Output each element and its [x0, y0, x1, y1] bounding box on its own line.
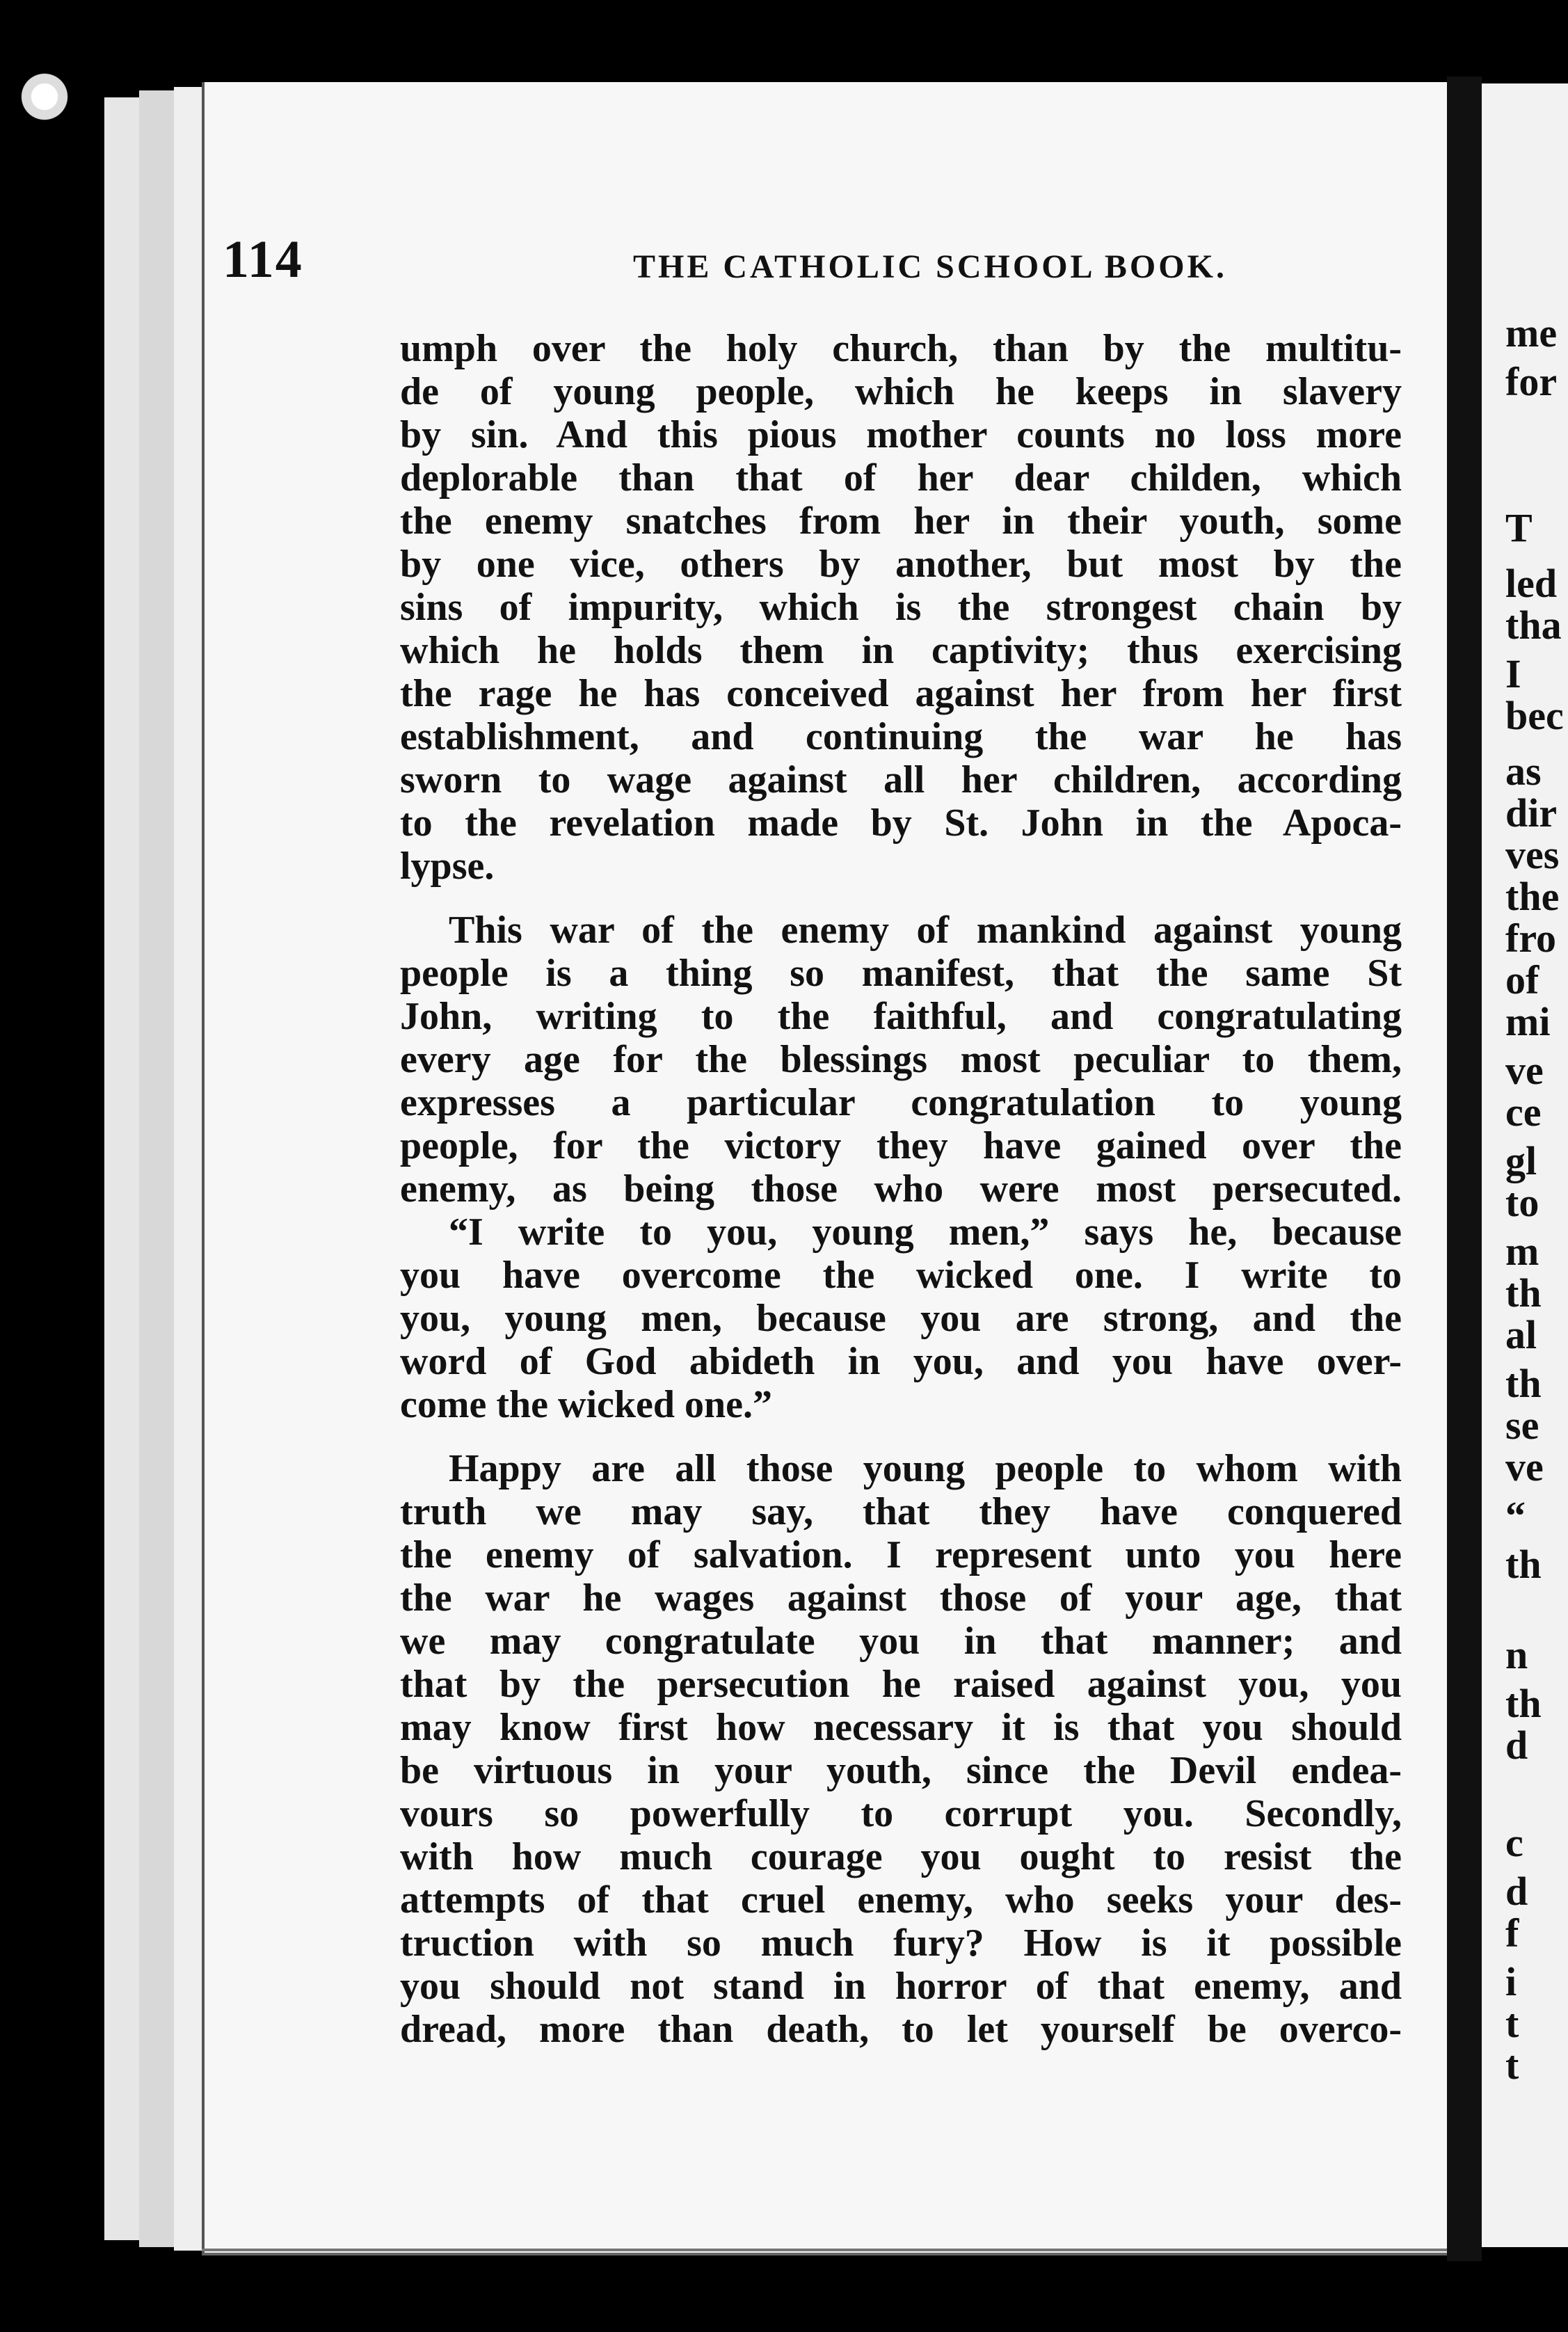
facing-page-fragment: me: [1505, 310, 1558, 356]
facing-page-fragment: dir: [1505, 790, 1558, 836]
page-bottom-edge: [202, 2249, 1447, 2251]
facing-page-fragment: as: [1505, 749, 1542, 794]
facing-page-fragment: I: [1505, 651, 1521, 696]
text-line: you have overcome the wicked one. I write to: [400, 1254, 1402, 1297]
text-line: you should not stand in horror of that enemy, and: [400, 1965, 1402, 2008]
facing-page-fragment: led: [1505, 561, 1558, 606]
text-line: by one vice, others by another, but most by the: [400, 543, 1402, 586]
text-line: to the revelation made by St. John in the Apoca-: [400, 801, 1402, 845]
facing-page: [1482, 83, 1568, 2247]
book-gutter: [1447, 77, 1482, 2261]
text-line: truction with so much fury? How is it possible: [400, 1922, 1402, 1965]
facing-page-fragment: t: [1505, 2043, 1519, 2088]
facing-page-fragment: gl: [1505, 1138, 1537, 1183]
text-line: establishment, and continuing the war he has: [400, 715, 1402, 758]
text-line: come the wicked one.”: [400, 1383, 773, 1426]
text-line: sworn to wage against all her children, according: [400, 758, 1402, 801]
text-line: lypse.: [400, 845, 495, 888]
text-line: the enemy snatches from her in their youth, some: [400, 500, 1402, 543]
text-line: may know first how necessary it is that you should: [400, 1706, 1402, 1749]
facing-page-fragment: to: [1505, 1180, 1539, 1225]
text-line: that by the persecution he raised against you, you: [400, 1663, 1402, 1706]
paragraph: [400, 1447, 1402, 2051]
text-line: umph over the holy church, than by the multitu-: [400, 327, 1402, 370]
running-head: THE CATHOLIC SCHOOL BOOK.: [633, 248, 1227, 285]
text-line: you, young men, because you are strong, and the: [400, 1297, 1402, 1340]
facing-page-fragment: ce: [1505, 1089, 1542, 1135]
text-line: This war of the enemy of mankind against young: [449, 909, 1402, 952]
text-line: every age for the blessings most peculiar to them,: [400, 1038, 1402, 1081]
facing-page-fragment: ve: [1505, 1444, 1544, 1490]
paragraph: [400, 327, 1402, 888]
text-line: dread, more than death, to let yourself be overco-: [400, 2008, 1402, 2051]
facing-page-fragment: ves: [1505, 832, 1560, 877]
facing-page-fragment: d: [1505, 1869, 1528, 1914]
facing-page-fragment: d: [1505, 1723, 1528, 1768]
facing-page-fragment: th: [1505, 1361, 1542, 1406]
facing-page-fragment: fro: [1505, 916, 1557, 961]
text-line: we may congratulate you in that manner; and: [400, 1620, 1402, 1663]
text-line: attempts of that cruel enemy, who seeks your des-: [400, 1878, 1402, 1922]
text-line: expresses a particular congratulation to young: [400, 1081, 1402, 1124]
facing-page-fragment: of: [1505, 957, 1539, 1003]
facing-page-fragment: th: [1505, 1542, 1542, 1587]
text-line: word of God abideth in you, and you have over-: [400, 1340, 1402, 1383]
text-line: truth we may say, that they have conquered: [400, 1490, 1402, 1533]
facing-page-fragment: for: [1505, 359, 1558, 404]
page-number: 114: [223, 230, 303, 289]
facing-page-fragment: se: [1505, 1403, 1539, 1448]
facing-page-fragment: “: [1505, 1493, 1526, 1538]
facing-page-fragment: the: [1505, 874, 1560, 919]
page-body: [400, 327, 1402, 2072]
text-line: with how much courage you ought to resist the: [400, 1835, 1402, 1878]
text-line: the war he wages against those of your age, that: [400, 1576, 1402, 1620]
text-line: sins of impurity, which is the strongest chain by: [400, 586, 1402, 629]
facing-page-fragment: mi: [1505, 999, 1551, 1044]
text-line: people is a thing so manifest, that the same St: [400, 952, 1402, 995]
text-line: which he holds them in captivity; thus exercising: [400, 629, 1402, 672]
facing-page-fragment: t: [1505, 2001, 1519, 2046]
text-line: de of young people, which he keeps in slavery: [400, 370, 1402, 413]
text-line: by sin. And this pious mother counts no loss more: [400, 413, 1402, 456]
facing-page-fragment: tha: [1505, 602, 1562, 648]
text-line: be virtuous in your youth, since the Devil endea-: [400, 1749, 1402, 1792]
text-line: the enemy of salvation. I represent unto you here: [400, 1533, 1402, 1576]
facing-page-fragment: n: [1505, 1632, 1528, 1677]
facing-page-fragment: T: [1505, 505, 1533, 550]
text-line: enemy, as being those who were most persecuted.: [400, 1167, 1402, 1211]
text-line: deplorable than that of her dear childen, which: [400, 456, 1402, 500]
facing-page-fragment: th: [1505, 1681, 1542, 1726]
text-line: John, writing to the faithful, and congratulating: [400, 995, 1402, 1038]
text-line: the rage he has conceived against her from her first: [400, 672, 1402, 715]
facing-page-fragment: al: [1505, 1312, 1537, 1357]
facing-page-fragment: ve: [1505, 1048, 1544, 1093]
text-line: Happy are all those young people to whom with: [449, 1447, 1402, 1490]
paragraph: [400, 909, 1402, 1426]
facing-page-fragment: m: [1505, 1229, 1539, 1274]
text-line: people, for the victory they have gained over the: [400, 1124, 1402, 1167]
facing-page-fragment: bec: [1505, 693, 1564, 738]
text-line: “I write to you, young men,” says he, because: [449, 1211, 1402, 1254]
facing-page-fragment: i: [1505, 1959, 1517, 2004]
scan-speck: [14, 66, 90, 143]
facing-page-fragment: f: [1505, 1910, 1519, 1956]
facing-page-fragment: th: [1505, 1270, 1542, 1316]
text-line: vours so powerfully to corrupt you. Secondly,: [400, 1792, 1402, 1835]
facing-page-fragment: c: [1505, 1820, 1523, 1865]
